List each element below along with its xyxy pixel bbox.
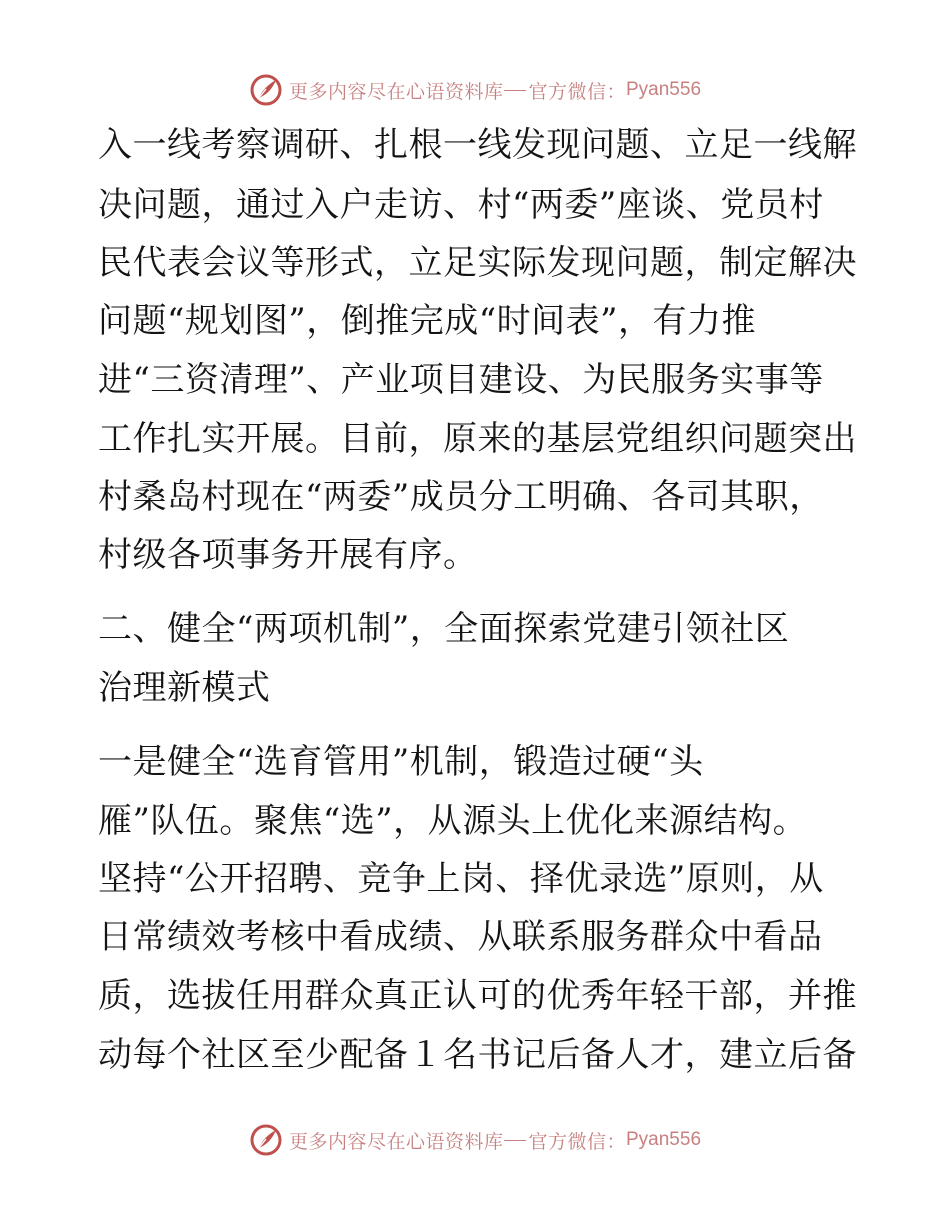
watermark-official-text: 官方微信： — [528, 80, 626, 103]
paragraph-line: 进“三资清理”、产业项目建设、为民服务实事等 — [98, 360, 824, 400]
watermark-dash — [504, 90, 526, 91]
section-heading-line: 治理新模式 — [98, 668, 271, 708]
paragraph-line: 村桑岛村现在“两委”成员分工明确、各司其职， — [98, 477, 824, 517]
paragraph-line: 坚持“公开招聘、竞争上岗、择优录选”原则，从 — [98, 859, 824, 899]
paragraph-line: 入一线考察调研、扎根一线发现问题、立足一线解 — [98, 125, 857, 165]
paragraph-line: 工作扎实开展。目前，原来的基层党组织问题突出 — [98, 419, 857, 459]
paragraph-line: 一是健全“选育管用”机制，锻造过硬“头 — [98, 742, 704, 782]
quill-logo-icon — [249, 1123, 283, 1157]
footer-watermark — [0, 1118, 950, 1162]
paragraph-line: 日常绩效考核中看成绩、从联系服务群众中看品 — [98, 917, 823, 957]
watermark-wechat-id: Pyan556 — [626, 1129, 702, 1150]
watermark-dash — [504, 1140, 526, 1141]
paragraph-line: 民代表会议等形式，立足实际发现问题，制定解决 — [98, 243, 857, 283]
watermark-library-text: 更多内容尽在心语资料库 — [288, 1130, 504, 1153]
quill-logo-icon — [249, 73, 283, 107]
watermark-wechat-id: Pyan556 — [626, 79, 702, 100]
header-watermark — [0, 68, 950, 112]
paragraph-line: 决问题，通过入户走访、村“两委”座谈、党员村 — [98, 185, 824, 225]
watermark-library-text: 更多内容尽在心语资料库 — [288, 80, 504, 103]
paragraph-line: 雁”队伍。聚焦“选”，从源头上优化来源结构。 — [98, 801, 808, 841]
paragraph-line: 质，选拔任用群众真正认可的优秀年轻干部，并推 — [98, 976, 857, 1016]
section-heading-line: 二、健全“两项机制”，全面探索党建引领社区 — [98, 609, 790, 649]
paragraph-line: 村级各项事务开展有序。 — [98, 535, 478, 575]
watermark-official-text: 官方微信： — [528, 1130, 626, 1153]
paragraph-line: 动每个社区至少配备１名书记后备人才，建立后备 — [98, 1035, 857, 1075]
paragraph-line: 问题“规划图”，倒推完成“时间表”，有力推 — [98, 301, 757, 341]
